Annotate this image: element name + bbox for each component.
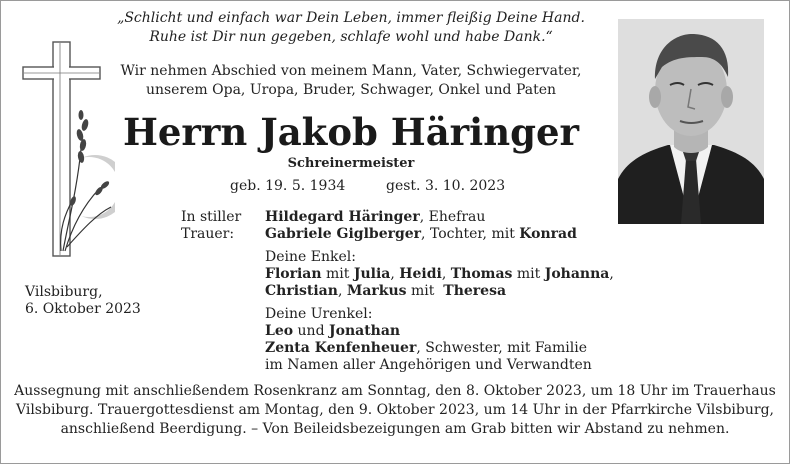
quote bbox=[101, 9, 601, 47]
greatgrandchild: Leo bbox=[265, 323, 294, 339]
grandchildren-line-1 bbox=[265, 266, 614, 283]
grandchild: Thomas bbox=[450, 266, 513, 282]
place-date bbox=[25, 284, 141, 318]
grandchildren-label: Deine Enkel: bbox=[265, 249, 356, 265]
wife-name: Hildegard Häringer bbox=[265, 209, 420, 225]
mourner-sister bbox=[265, 340, 614, 357]
intro-text bbox=[101, 62, 601, 100]
quote-line-1: „Schlicht und einfach war Dein Leben, immer fleißig Deine Hand. bbox=[117, 10, 585, 26]
portrait-photo bbox=[618, 19, 764, 224]
connector: mit bbox=[512, 266, 545, 282]
grandchildren-line-2 bbox=[265, 283, 614, 300]
separator: , bbox=[441, 266, 451, 282]
grandchild: Christian bbox=[265, 283, 338, 299]
connector: und bbox=[293, 323, 329, 339]
mourner-wife bbox=[265, 209, 614, 226]
mourning-label bbox=[181, 209, 241, 243]
mourner-daughter bbox=[265, 226, 614, 243]
greatgrandchild: Jonathan bbox=[329, 323, 401, 339]
connector: mit bbox=[406, 283, 444, 299]
deceased-occupation: Schreinermeister bbox=[287, 156, 415, 171]
daughter-partner: Konrad bbox=[519, 226, 577, 242]
separator: , bbox=[390, 266, 400, 282]
date: 6. Oktober 2023 bbox=[25, 301, 141, 317]
service-info-line-2: Vilsbiburg. Trauergottesdienst am Montag, den 9. Oktober 2023, um 14 Uhr in der Pfarrkirche Vilsbiburg, bbox=[15, 402, 774, 418]
death-date: gest. 3. 10. 2023 bbox=[386, 178, 506, 194]
grandchild-partner: Theresa bbox=[443, 283, 507, 299]
wife-role: , Ehefrau bbox=[419, 209, 486, 225]
daughter-role: , Tochter, mit bbox=[421, 226, 520, 242]
birth-date: geb. 19. 5. 1934 bbox=[230, 178, 346, 194]
grandchild-partner: Johanna bbox=[544, 266, 610, 282]
closing-line: im Namen aller Angehörigen und Verwandten bbox=[265, 357, 592, 373]
mourning-label-line-1: In stiller bbox=[181, 209, 242, 225]
grandchild: Heidi bbox=[399, 266, 442, 282]
greatgrandchildren-line bbox=[265, 323, 614, 340]
sister-role: , Schwester, mit Familie bbox=[416, 340, 588, 356]
quote-line-2: Ruhe ist Dir nun gegeben, schlafe wohl und habe Dank.“ bbox=[149, 29, 553, 45]
place: Vilsbiburg, bbox=[25, 284, 103, 300]
service-info-line-3: anschließend Beerdigung. – Von Beileidsbezeigungen am Grab bitten wir Abstand zu nehmen. bbox=[60, 421, 730, 437]
grandchild: Markus bbox=[346, 283, 407, 299]
intro-line-2: unserem Opa, Uropa, Bruder, Schwager, Onkel und Paten bbox=[145, 82, 557, 98]
service-info-line-1: Aussegnung mit anschließendem Rosenkranz am Sonntag, den 8. Oktober 2023, um 18 Uhr im Trauerhaus bbox=[14, 383, 776, 399]
sister-name: Zenta Kenfenheuer bbox=[265, 340, 417, 356]
separator: , bbox=[609, 266, 614, 282]
portrait-illustration bbox=[618, 19, 764, 224]
grandchild-partner: Julia bbox=[353, 266, 391, 282]
greatgrandchildren-label: Deine Urenkel: bbox=[265, 306, 373, 322]
separator: , bbox=[337, 283, 347, 299]
deceased-name: Herrn Jakob Häringer bbox=[122, 110, 580, 154]
grandchild: Florian bbox=[265, 266, 322, 282]
daughter-name: Gabriele Giglberger bbox=[265, 226, 422, 242]
service-info bbox=[11, 382, 779, 439]
intro-line-1: Wir nehmen Abschied von meinem Mann, Vater, Schwiegervater, bbox=[120, 63, 582, 79]
connector: mit bbox=[321, 266, 354, 282]
mourning-label-line-2: Trauer: bbox=[181, 226, 235, 242]
mourners-list bbox=[265, 209, 614, 374]
